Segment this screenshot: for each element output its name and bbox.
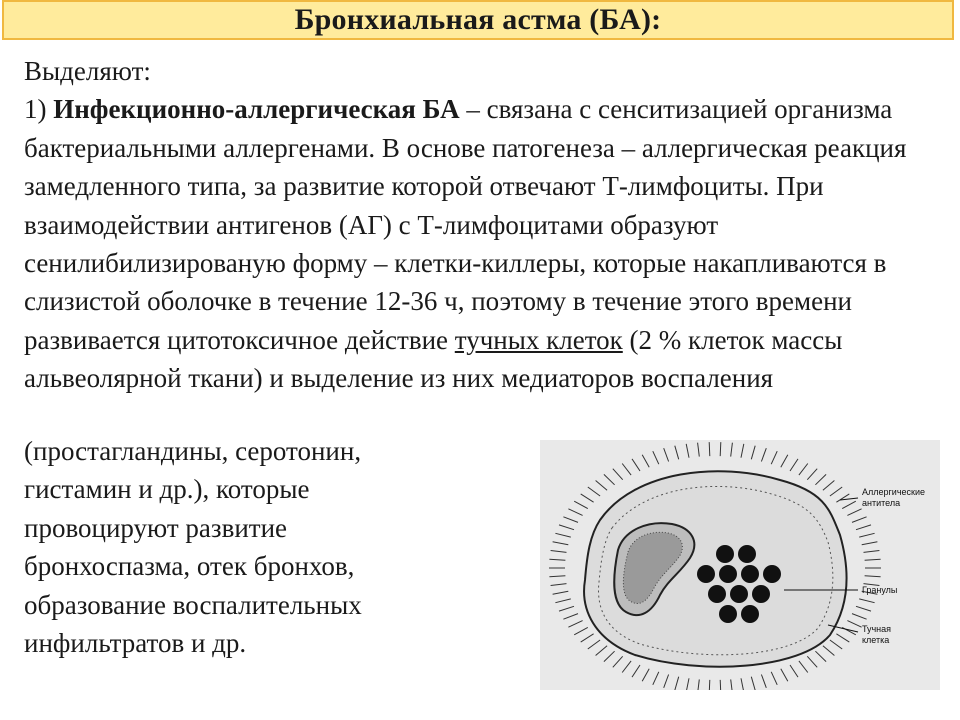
granule xyxy=(741,565,759,583)
item-text-after-link: (2 % клеток массы альвеолярной ткани) и выделение из них медиаторов воспаления xyxy=(24,324,843,394)
villus xyxy=(549,559,565,560)
villus xyxy=(664,675,669,688)
villus xyxy=(830,487,842,496)
villus xyxy=(799,661,808,673)
mast-cell-label-line2: клетка xyxy=(862,635,890,645)
villus xyxy=(823,481,835,491)
item-number: 1) xyxy=(24,94,47,125)
granule xyxy=(730,585,748,603)
villus xyxy=(553,542,569,545)
villus xyxy=(613,656,623,667)
antibodies-label-line2: антитела xyxy=(862,498,901,508)
continuation-line: (простагландины, серотонин, xyxy=(24,436,362,466)
mast-cells-link[interactable]: тучных клеток xyxy=(454,324,623,355)
villus xyxy=(815,474,826,484)
villus xyxy=(549,576,565,577)
mast-cell-label-line1: Тучная xyxy=(862,624,892,634)
mast-cell-illustration xyxy=(540,440,940,690)
villus xyxy=(581,634,594,642)
villus xyxy=(720,442,721,456)
villus xyxy=(836,634,849,642)
villus xyxy=(761,675,766,688)
villus xyxy=(555,533,570,537)
antibodies-label-line1: Аллергические xyxy=(862,487,925,497)
villus xyxy=(781,455,788,468)
villus xyxy=(709,680,710,690)
villus xyxy=(842,501,856,508)
granule xyxy=(716,545,734,563)
granule xyxy=(752,585,770,603)
villus xyxy=(604,651,615,661)
villus xyxy=(751,677,755,690)
villus xyxy=(581,494,594,502)
villus xyxy=(771,672,777,685)
villus xyxy=(604,474,615,484)
continuation-text xyxy=(24,432,444,662)
villus xyxy=(790,459,798,471)
villus xyxy=(815,651,826,661)
villus xyxy=(799,464,808,476)
villus xyxy=(741,678,744,690)
villus xyxy=(664,448,669,461)
villus xyxy=(642,669,649,682)
villus xyxy=(836,494,849,502)
granule xyxy=(741,605,759,623)
villus xyxy=(642,455,649,468)
villus xyxy=(698,443,700,457)
granules-label: Гранулы xyxy=(862,585,898,595)
villus xyxy=(555,599,570,603)
item-text-before-link: – связана с сенситизацией организма бактериальными аллергенами. В основе патогенеза – аллергическая реакция замедленного типа, за развитие которой отвечают Т-лимфоциты. При взаимодействии антигенов (АГ) с Т-лимфоцитами образуют сенилибилизированую форму – клетки-киллеры, которые накапливаются в слизистой оболочке в течение 12-36 ч, поэтому в течение этого времени развивается цитотоксичное действие xyxy=(24,94,907,355)
villus xyxy=(859,533,874,537)
slide-title-bar xyxy=(2,0,954,40)
villus xyxy=(686,444,689,458)
villus xyxy=(553,591,569,594)
villus xyxy=(771,451,777,464)
villus xyxy=(686,678,689,690)
villus xyxy=(653,672,659,685)
villus xyxy=(859,599,874,603)
villus xyxy=(559,525,574,530)
villus xyxy=(790,665,798,677)
villus xyxy=(632,665,640,677)
villus xyxy=(596,481,608,491)
villus xyxy=(622,464,631,476)
villus xyxy=(864,551,880,553)
villus xyxy=(856,606,871,611)
item-term: Инфекционно-аллергическая БА xyxy=(53,94,460,125)
villus xyxy=(613,469,623,480)
villus xyxy=(847,509,861,516)
villus xyxy=(761,448,766,461)
villus xyxy=(574,501,588,508)
villus xyxy=(865,576,881,577)
item-paragraph xyxy=(24,90,944,397)
continuation-line: гистамин и др.), которые xyxy=(24,474,310,505)
villus xyxy=(568,509,582,516)
villus xyxy=(852,517,867,523)
villus xyxy=(731,443,733,457)
granule xyxy=(719,605,737,623)
intro-line: Выделяют: xyxy=(24,56,151,86)
villus xyxy=(698,679,700,690)
villus xyxy=(741,444,744,458)
granule xyxy=(697,565,715,583)
villus xyxy=(653,451,659,464)
villus xyxy=(852,614,867,620)
villus xyxy=(807,469,817,480)
granule xyxy=(708,585,726,603)
continuation-line: инфильтратов и др. xyxy=(24,628,247,659)
villus xyxy=(807,656,817,667)
villus xyxy=(751,446,755,460)
continuation-line: образование воспалительных xyxy=(24,589,362,620)
villus xyxy=(588,640,600,649)
villus xyxy=(856,525,871,530)
villus xyxy=(574,627,588,634)
villus xyxy=(559,606,574,611)
villus xyxy=(551,584,567,586)
villus xyxy=(551,551,567,553)
slide-title: Бронхиальная астма (БА): xyxy=(294,3,662,36)
villus xyxy=(622,661,631,673)
villus xyxy=(588,487,600,496)
villus xyxy=(675,446,679,460)
continuation-line: провоцируют развитие xyxy=(24,512,287,543)
villus xyxy=(632,459,640,471)
villus xyxy=(675,677,679,690)
villus xyxy=(568,621,582,628)
villus xyxy=(596,646,608,656)
granule xyxy=(738,545,756,563)
villus xyxy=(781,669,788,682)
villus xyxy=(862,542,878,545)
main-text xyxy=(24,52,944,398)
villus xyxy=(709,442,710,456)
villus xyxy=(731,679,733,690)
villus xyxy=(847,621,861,628)
villus xyxy=(823,646,835,656)
villus xyxy=(865,559,881,560)
villus xyxy=(563,614,578,620)
mast-cell-diagram xyxy=(540,440,940,690)
villus xyxy=(720,680,721,690)
continuation-line: бронхоспазма, отек бронхов, xyxy=(24,551,355,582)
granule xyxy=(763,565,781,583)
villus xyxy=(563,517,578,523)
granule xyxy=(719,565,737,583)
villus xyxy=(830,640,842,649)
